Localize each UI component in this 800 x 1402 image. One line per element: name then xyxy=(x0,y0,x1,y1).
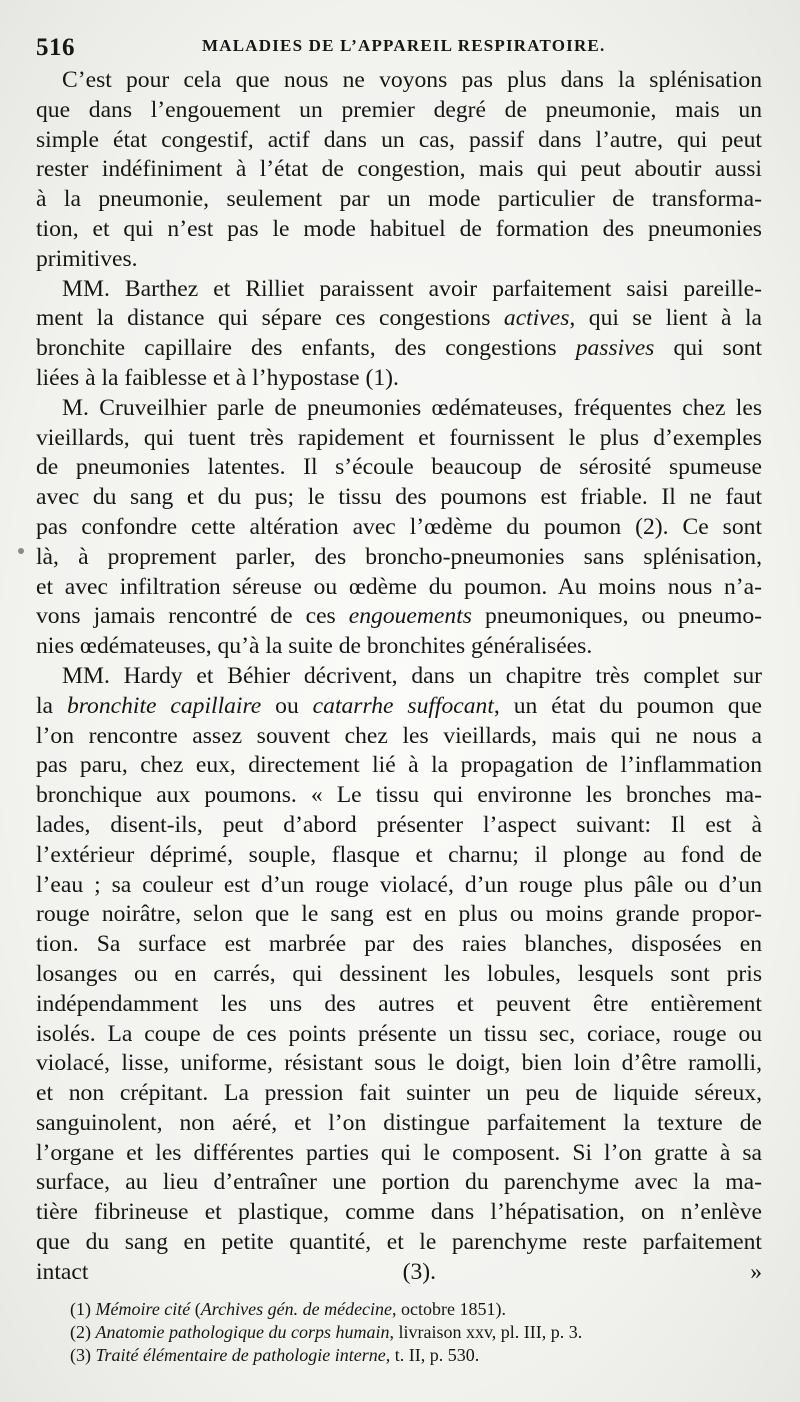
text-line: violacé, lisse, uniforme, résistant sous le doigt, bien loin d’être ramolli, xyxy=(36,1050,762,1077)
text-line: et avec infiltration séreuse ou œdème du poumon. Au moins nous n’a- xyxy=(36,573,762,600)
text-line: losanges ou en carrés, qui dessinent les lobules, lesquels sont pris xyxy=(36,960,762,987)
running-title: MALADIES DE L’APPAREIL RESPIRATOIRE. xyxy=(202,36,606,55)
text-run: pneumoniques, ou pneumo- xyxy=(484,603,762,630)
footnote-number: (3) xyxy=(70,1345,91,1365)
text-line: tion. Sa surface est marbrée par des raies blanches, disposées en xyxy=(36,931,762,958)
text-run: vons jamais rencontré de ces xyxy=(36,603,336,630)
footnote-title: Anatomie pathologique du corps humain xyxy=(95,1322,390,1342)
text-run: , qui se lient à la xyxy=(569,305,762,332)
text-line: primitives. xyxy=(36,245,138,272)
text-line xyxy=(36,304,762,334)
italic-term: passives xyxy=(575,335,655,362)
text-line: M. Cruveilhier parle de pneumonies œdémateuses, fréquentes chez les xyxy=(62,394,762,421)
footnote-paren: ( xyxy=(194,1299,201,1319)
text-line: pas confondre cette altération avec l’œdème du poumon (2). Ce sont xyxy=(36,513,762,540)
footnote xyxy=(70,1344,770,1367)
footnote-source: Archives gén. de médecine xyxy=(200,1299,393,1319)
text-line xyxy=(36,602,762,632)
text-run: ment la distance qui sépare ces congestions xyxy=(36,305,491,332)
text-line: MM. Barthez et Rilliet paraissent avoir parfaitement saisi pareille- xyxy=(62,275,762,302)
footnote-title: Mémoire cité xyxy=(95,1299,191,1319)
text-line: tière fibrineuse et plastique, comme dans l’hépatisation, on n’enlève xyxy=(36,1199,762,1226)
text-line: l’on rencontre assez souvent chez les vieillards, mais qui ne nous a xyxy=(36,722,762,749)
footnote-rest: , octobre 1851). xyxy=(392,1299,507,1319)
text-line: vieillards, qui tuent très rapidement et fournissent le plus d’exemples xyxy=(36,424,762,451)
text-run: ou xyxy=(275,692,299,719)
text-line: à la pneumonie, seulement par un mode particulier de transforma- xyxy=(36,186,762,213)
text-line: l’extérieur déprimé, souple, flasque et charnu; il plonge au fond de xyxy=(36,841,762,868)
text-line: pas paru, chez eux, directement lié à la propagation de l’inflammation xyxy=(36,752,762,779)
text-run: bronchite capillaire des enfants, des congestions xyxy=(36,335,557,362)
text-line: l’eau ; sa couleur est d’un rouge violacé, d’un rouge plus pâle ou d’un xyxy=(36,871,762,898)
text-line: indépendamment les uns des autres et peuvent être entièrement xyxy=(36,990,762,1017)
text-line: tion, et qui n’est pas le mode habituel de formation des pneumonies xyxy=(36,215,762,242)
footnote-title: Traité élémentaire de pathologie interne xyxy=(95,1345,386,1365)
text-line xyxy=(36,334,762,364)
footnote-rest: , t. II, p. 530. xyxy=(385,1345,480,1365)
footnote-rest: , livraison xxv, pl. III, p. 3. xyxy=(389,1322,583,1342)
footnote xyxy=(70,1321,770,1344)
text-line: intact (3). » xyxy=(36,1258,762,1285)
text-run: la xyxy=(36,692,54,719)
text-line: avec du sang et du pus; le tissu des poumons est friable. Il ne faut xyxy=(36,484,762,511)
text-line xyxy=(36,692,762,722)
text-line: MM. Hardy et Béhier décrivent, dans un chapitre très complet sur xyxy=(62,662,762,689)
text-line: que dans l’engouement un premier degré de pneumonie, mais un xyxy=(36,96,762,123)
text-line: rouge noirâtre, selon que le sang est en plus ou moins grande propor- xyxy=(36,901,762,928)
text-run: qui sont xyxy=(673,335,762,362)
text-line: rester indéfiniment à l’état de congestion, mais qui peut aboutir aussi xyxy=(36,156,762,183)
text-line: isolés. La coupe de ces points présente un tissu sec, coriace, rouge ou xyxy=(36,1020,762,1047)
italic-term: engouements xyxy=(348,603,472,630)
text-run: , un état du poumon que xyxy=(493,692,762,719)
text-line: que du sang en petite quantité, et le parenchyme reste parfaitement xyxy=(36,1229,762,1256)
text-line: et non crépitant. La pression fait suinter un peu de liquide séreux, xyxy=(36,1080,762,1107)
ink-speck xyxy=(18,548,24,554)
text-line: nies œdémateuses, qu’à la suite de bronchites généralisées. xyxy=(36,633,593,660)
footnote xyxy=(70,1298,770,1321)
italic-term: actives xyxy=(503,305,570,332)
italic-term: bronchite capillaire xyxy=(66,692,262,719)
text-line: sanguinolent, non aéré, et l’on distingue parfaitement la texture de xyxy=(36,1109,762,1136)
text-line: liées à la faiblesse et à l’hypostase (1). xyxy=(36,364,399,391)
footnotes xyxy=(70,1298,770,1367)
text-line: bronchique aux poumons. « Le tissu qui environne les bronches ma- xyxy=(36,782,762,809)
italic-term: catarrhe suffocant xyxy=(312,692,494,719)
text-line: l’organe et les différentes parties qui le composent. Si l’on gratte à sa xyxy=(36,1139,762,1166)
text-line: lades, disent-ils, peut d’abord présenter l’aspect suivant: Il est à xyxy=(36,811,762,838)
footnote-number: (2) xyxy=(70,1322,91,1342)
text-line: C’est pour cela que nous ne voyons pas plus dans la splénisation xyxy=(62,67,762,93)
page-header xyxy=(36,34,766,60)
page-number: 516 xyxy=(36,34,75,61)
text-line: simple état congestif, actif dans un cas, passif dans l’autre, qui peut xyxy=(36,126,762,153)
text-line: là, à proprement parler, des broncho-pneumonies sans splénisation, xyxy=(36,543,762,570)
main-text xyxy=(36,66,762,1288)
text-line: surface, au lieu d’entraîner une portion du parenchyme avec la ma- xyxy=(36,1169,762,1196)
text-line: de pneumonies latentes. Il s’écoule beaucoup de sérosité spumeuse xyxy=(36,454,762,481)
footnote-number: (1) xyxy=(70,1299,91,1319)
